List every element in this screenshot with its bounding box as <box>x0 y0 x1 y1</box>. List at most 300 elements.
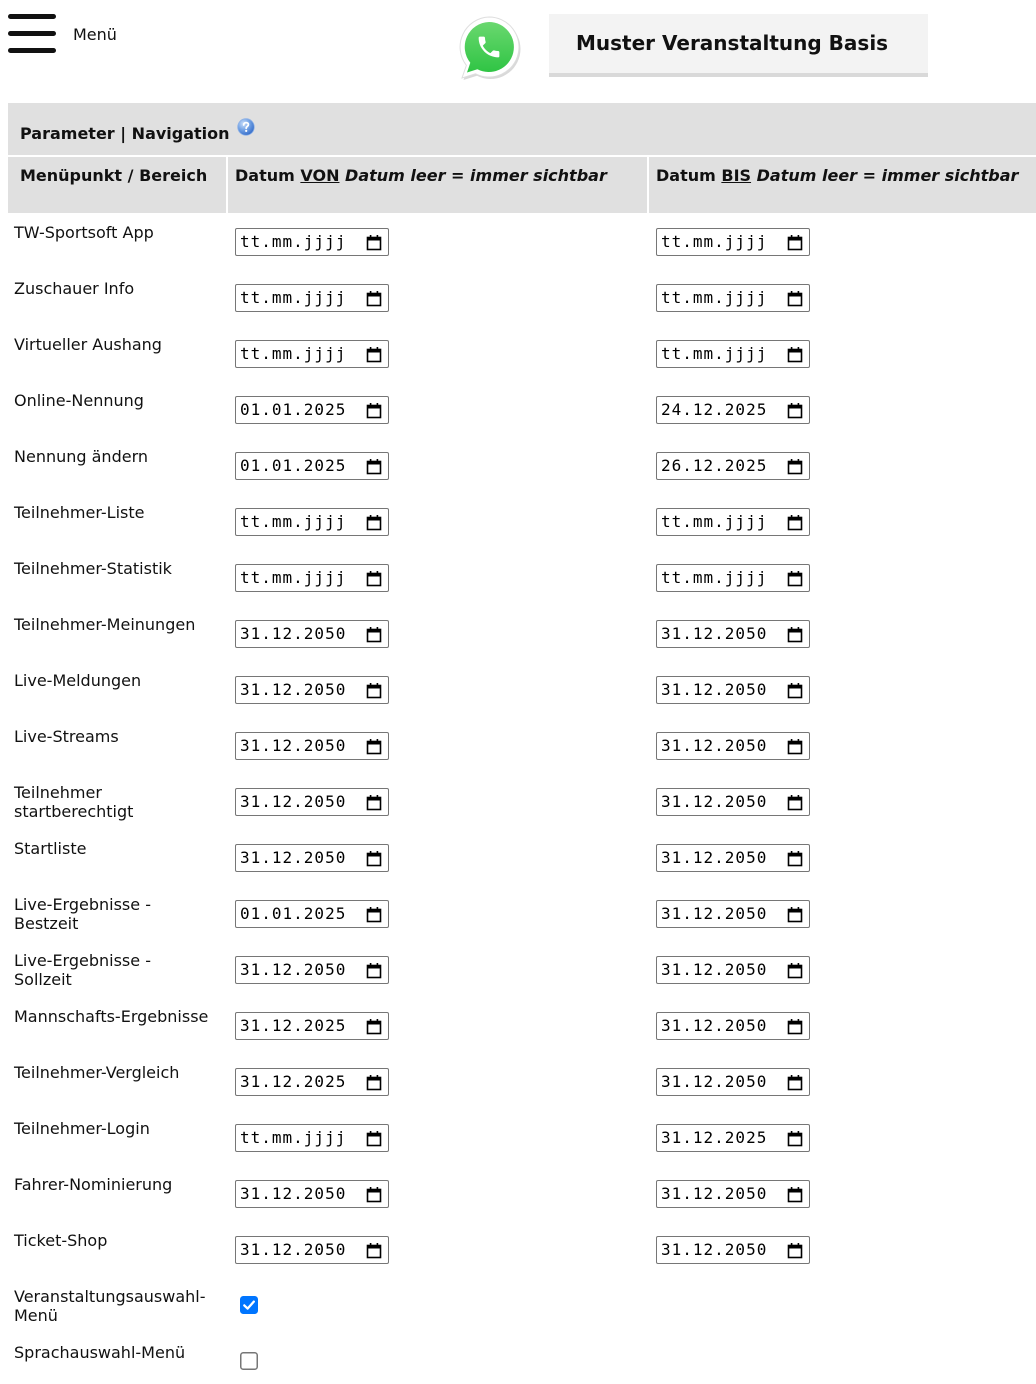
date-to-cell <box>649 1109 1036 1165</box>
nav-row <box>8 941 1036 997</box>
calendar-icon-graphic <box>787 850 803 867</box>
date-to-cell <box>649 773 1036 829</box>
date-to-input[interactable] <box>656 844 810 872</box>
menu-item-label: Live-Streams <box>14 727 119 746</box>
date-to-value: tt.mm.jjjj <box>661 512 768 531</box>
calendar-icon-graphic <box>787 962 803 979</box>
calendar-icon-graphic <box>366 738 382 755</box>
calendar-icon-graphic <box>787 682 803 699</box>
calendar-icon-graphic <box>787 346 803 363</box>
date-to-cell <box>649 1053 1036 1109</box>
menu-item-cell <box>8 1165 226 1221</box>
date-from-cell <box>228 997 647 1053</box>
menu-item-label: Virtueller Aushang <box>14 335 162 354</box>
checkbox-graphic <box>240 1296 258 1314</box>
calendar-icon-graphic <box>366 794 382 811</box>
date-from-value: 31.12.2050 <box>240 848 347 867</box>
date-to-input[interactable] <box>656 396 810 424</box>
nav-row <box>8 661 1036 717</box>
calendar-icon-graphic <box>366 346 382 363</box>
menu-item-label: Teilnehmer-Statistik <box>14 559 172 578</box>
date-to-input[interactable] <box>656 732 810 760</box>
date-from-value: 31.12.2050 <box>240 736 347 755</box>
date-from-value: 31.12.2050 <box>240 1184 347 1203</box>
calendar-icon[interactable] <box>787 850 803 867</box>
checkbox-box <box>241 1353 258 1370</box>
menu-item-cell <box>8 381 226 437</box>
date-from-value: 31.12.2050 <box>240 624 347 643</box>
calendar-header <box>789 238 802 241</box>
date-to-input[interactable] <box>656 900 810 928</box>
menu-item-cell <box>8 717 226 773</box>
calendar-header <box>368 406 381 409</box>
date-from-input[interactable] <box>235 1236 389 1264</box>
calendar-header <box>368 686 381 689</box>
date-from-input[interactable] <box>235 1124 389 1152</box>
calendar-icon-graphic <box>366 1074 382 1091</box>
date-from-input[interactable] <box>235 284 389 312</box>
calendar-header <box>368 1022 381 1025</box>
date-from-input[interactable] <box>235 844 389 872</box>
date-from-value: 31.12.2050 <box>240 960 347 979</box>
date-from-cell <box>228 1053 647 1109</box>
date-to-value: 31.12.2025 <box>661 1128 768 1147</box>
column-header-to <box>649 157 1036 213</box>
calendar-icon[interactable] <box>366 290 382 307</box>
date-to-input[interactable] <box>656 1012 810 1040</box>
calendar-header <box>368 1246 381 1249</box>
nav-row <box>8 1109 1036 1165</box>
column-header-item <box>8 157 226 213</box>
calendar-icon[interactable] <box>787 626 803 643</box>
calendar-header <box>368 350 381 353</box>
calendar-icon[interactable] <box>366 962 382 979</box>
date-from-input[interactable] <box>235 676 389 704</box>
table-header <box>8 157 1036 213</box>
calendar-icon-graphic <box>787 402 803 419</box>
date-to-input[interactable] <box>656 676 810 704</box>
calendar-icon[interactable] <box>787 402 803 419</box>
date-from-value: 31.12.2050 <box>240 1240 347 1259</box>
calendar-icon[interactable] <box>366 850 382 867</box>
date-to-input[interactable] <box>656 1236 810 1264</box>
date-to-value: 31.12.2050 <box>661 1184 768 1203</box>
question-dot <box>245 130 247 132</box>
date-to-cell <box>649 661 1036 717</box>
date-to-value: 26.12.2025 <box>661 456 768 475</box>
calendar-icon-graphic <box>787 626 803 643</box>
calendar-icon[interactable] <box>366 346 382 363</box>
calendar-icon[interactable] <box>787 234 803 251</box>
nav-row <box>8 213 1036 269</box>
date-to-input[interactable] <box>656 1068 810 1096</box>
calendar-icon[interactable] <box>366 906 382 923</box>
nav-row <box>8 1165 1036 1221</box>
menu-item-label: Online-Nennung <box>14 391 144 410</box>
calendar-header <box>789 1022 802 1025</box>
date-from-value: 31.12.2050 <box>240 680 347 699</box>
calendar-header <box>789 1246 802 1249</box>
calendar-header <box>368 966 381 969</box>
nav-row <box>8 829 1036 885</box>
toggle-checkbox[interactable] <box>240 1296 258 1314</box>
calendar-icon[interactable] <box>366 1130 382 1147</box>
date-from-input[interactable] <box>235 396 389 424</box>
calendar-header <box>368 462 381 465</box>
calendar-header <box>789 686 802 689</box>
date-from-value: tt.mm.jjjj <box>240 568 347 587</box>
column-header-from-hint: Datum leer = immer sichtbar <box>345 166 607 185</box>
calendar-header <box>368 798 381 801</box>
nav-row <box>8 997 1036 1053</box>
calendar-icon-graphic <box>787 906 803 923</box>
date-to-cell <box>649 829 1036 885</box>
date-to-cell <box>649 549 1036 605</box>
date-from-value: 01.01.2025 <box>240 456 347 475</box>
calendar-header <box>789 742 802 745</box>
calendar-icon-graphic <box>366 402 382 419</box>
calendar-icon[interactable] <box>787 906 803 923</box>
calendar-icon-graphic <box>787 794 803 811</box>
menu-item-label: Fahrer-Nominierung <box>14 1175 173 1194</box>
calendar-icon[interactable] <box>366 738 382 755</box>
calendar-header <box>789 406 802 409</box>
menu-button[interactable] <box>8 14 56 54</box>
date-from-value: 31.12.2050 <box>240 792 347 811</box>
calendar-icon-graphic <box>787 1186 803 1203</box>
menu-item-label: Teilnehmer startberechtigt <box>14 783 134 821</box>
date-from-input[interactable] <box>235 508 389 536</box>
calendar-icon-graphic <box>366 290 382 307</box>
date-to-value: 31.12.2050 <box>661 792 768 811</box>
date-to-value: 31.12.2050 <box>661 960 768 979</box>
calendar-icon[interactable] <box>366 514 382 531</box>
date-to-value: tt.mm.jjjj <box>661 344 768 363</box>
nav-row <box>8 773 1036 829</box>
date-to-cell <box>649 997 1036 1053</box>
calendar-icon[interactable] <box>366 1242 382 1259</box>
event-title-button[interactable]: Muster Veranstaltung Basis <box>549 14 928 77</box>
calendar-icon-graphic <box>366 1018 382 1035</box>
calendar-icon[interactable] <box>787 570 803 587</box>
calendar-icon-graphic <box>366 1186 382 1203</box>
menu-item-cell <box>8 549 226 605</box>
calendar-icon-graphic <box>366 850 382 867</box>
toggle-label: Veranstaltungsauswahl-Menü <box>14 1287 206 1325</box>
toggle-checkbox[interactable] <box>240 1352 258 1370</box>
menu-item-cell <box>8 269 226 325</box>
date-from-input[interactable] <box>235 564 389 592</box>
calendar-icon[interactable] <box>787 1130 803 1147</box>
menu-item-label: Zuschauer Info <box>14 279 135 298</box>
calendar-header <box>368 1190 381 1193</box>
calendar-icon-graphic <box>787 514 803 531</box>
toggle-cell <box>228 1333 647 1383</box>
calendar-icon-graphic <box>366 906 382 923</box>
date-to-input[interactable] <box>656 1124 810 1152</box>
date-from-cell <box>228 773 647 829</box>
calendar-header <box>789 966 802 969</box>
toggle-row <box>8 1277 1036 1333</box>
menu-item-cell <box>8 1277 226 1333</box>
date-to-input[interactable] <box>656 788 810 816</box>
calendar-icon-graphic <box>787 290 803 307</box>
calendar-header <box>789 1134 802 1137</box>
date-from-cell <box>228 269 647 325</box>
toggle-label: Sprachauswahl-Menü <box>14 1343 186 1362</box>
calendar-icon[interactable] <box>366 794 382 811</box>
date-to-input[interactable] <box>656 284 810 312</box>
calendar-icon-graphic <box>787 570 803 587</box>
calendar-icon[interactable] <box>787 458 803 475</box>
date-from-input[interactable] <box>235 1180 389 1208</box>
date-from-input[interactable] <box>235 956 389 984</box>
date-from-cell <box>228 493 647 549</box>
navigation-table-body <box>8 213 1036 1383</box>
help-icon-graphic <box>237 118 255 136</box>
date-to-value: 31.12.2050 <box>661 1016 768 1035</box>
calendar-header <box>368 910 381 913</box>
date-from-value: tt.mm.jjjj <box>240 232 347 251</box>
calendar-icon-graphic <box>787 738 803 755</box>
hamburger-bar <box>8 48 56 53</box>
calendar-header <box>789 910 802 913</box>
menu-item-label: Mannschafts-Ergebnisse <box>14 1007 209 1026</box>
date-to-cell <box>649 437 1036 493</box>
menu-item-label: Teilnehmer-Liste <box>14 503 145 522</box>
menu-item-label: Teilnehmer-Meinungen <box>14 615 196 634</box>
toggle-row <box>8 1333 1036 1383</box>
calendar-header <box>789 854 802 857</box>
date-to-value: 31.12.2050 <box>661 848 768 867</box>
calendar-icon-graphic <box>366 570 382 587</box>
calendar-header <box>789 518 802 521</box>
date-to-cell <box>649 381 1036 437</box>
calendar-header <box>368 294 381 297</box>
calendar-icon[interactable] <box>366 570 382 587</box>
calendar-header <box>368 742 381 745</box>
date-from-value: 01.01.2025 <box>240 904 347 923</box>
calendar-header <box>368 1078 381 1081</box>
calendar-icon-graphic <box>787 1242 803 1259</box>
menu-item-label: Teilnehmer-Login <box>14 1119 150 1138</box>
calendar-header <box>789 630 802 633</box>
calendar-icon[interactable] <box>366 402 382 419</box>
calendar-header <box>789 350 802 353</box>
date-from-value: 01.01.2025 <box>240 400 347 419</box>
toggle-cell <box>228 1277 647 1333</box>
date-from-input[interactable] <box>235 1068 389 1096</box>
date-from-value: tt.mm.jjjj <box>240 344 347 363</box>
date-from-input[interactable] <box>235 340 389 368</box>
date-from-value: 31.12.2025 <box>240 1072 347 1091</box>
calendar-icon-graphic <box>366 514 382 531</box>
whatsapp-icon[interactable] <box>455 13 523 81</box>
calendar-icon[interactable] <box>787 794 803 811</box>
date-to-cell <box>649 1221 1036 1277</box>
date-to-input[interactable] <box>656 956 810 984</box>
calendar-header <box>368 854 381 857</box>
calendar-icon[interactable] <box>787 1242 803 1259</box>
nav-row <box>8 493 1036 549</box>
date-from-cell <box>228 1221 647 1277</box>
calendar-icon[interactable] <box>787 738 803 755</box>
date-from-input[interactable] <box>235 452 389 480</box>
date-to-value: 31.12.2050 <box>661 680 768 699</box>
help-icon[interactable] <box>237 118 255 136</box>
date-to-value: tt.mm.jjjj <box>661 288 768 307</box>
column-header-to-label: Datum <box>656 166 716 185</box>
calendar-header <box>368 574 381 577</box>
date-from-input[interactable] <box>235 788 389 816</box>
date-to-value: 31.12.2050 <box>661 624 768 643</box>
date-from-input[interactable] <box>235 732 389 760</box>
date-to-cell <box>649 269 1036 325</box>
nav-row <box>8 269 1036 325</box>
date-from-input[interactable] <box>235 228 389 256</box>
date-from-value: tt.mm.jjjj <box>240 512 347 531</box>
calendar-icon[interactable] <box>366 234 382 251</box>
date-to-cell <box>649 605 1036 661</box>
menu-item-cell <box>8 1053 226 1109</box>
date-from-cell <box>228 213 647 269</box>
date-from-cell <box>228 605 647 661</box>
menu-item-cell <box>8 1109 226 1165</box>
date-from-cell <box>228 381 647 437</box>
calendar-icon[interactable] <box>366 458 382 475</box>
date-to-cell <box>649 941 1036 997</box>
whatsapp-logo-graphic <box>455 13 523 81</box>
menu-item-cell <box>8 773 226 829</box>
menu-item-label: Live-Ergebnisse - Bestzeit <box>14 895 151 933</box>
date-to-input[interactable] <box>656 228 810 256</box>
calendar-icon[interactable] <box>787 682 803 699</box>
date-from-input[interactable] <box>235 620 389 648</box>
menu-item-cell <box>8 661 226 717</box>
column-header-to-key: BIS <box>721 166 752 185</box>
calendar-header <box>789 574 802 577</box>
calendar-header <box>368 1134 381 1137</box>
nav-row <box>8 605 1036 661</box>
calendar-icon-graphic <box>366 626 382 643</box>
section-title: Parameter | Navigation <box>20 124 230 143</box>
date-to-value: 31.12.2050 <box>661 1240 768 1259</box>
calendar-icon[interactable] <box>787 514 803 531</box>
calendar-header <box>789 462 802 465</box>
date-to-input[interactable] <box>656 508 810 536</box>
date-from-value: tt.mm.jjjj <box>240 288 347 307</box>
date-to-cell <box>649 885 1036 941</box>
date-to-input[interactable] <box>656 1180 810 1208</box>
date-from-cell <box>228 717 647 773</box>
date-from-cell <box>228 1165 647 1221</box>
hamburger-bar <box>8 31 56 36</box>
date-from-cell <box>228 1109 647 1165</box>
date-from-cell <box>228 325 647 381</box>
calendar-icon-graphic <box>787 1018 803 1035</box>
date-to-input[interactable] <box>656 564 810 592</box>
menu-item-cell <box>8 605 226 661</box>
date-to-value: tt.mm.jjjj <box>661 232 768 251</box>
nav-row <box>8 437 1036 493</box>
menu-item-label: Nennung ändern <box>14 447 148 466</box>
empty-cell <box>649 1333 1036 1383</box>
nav-row <box>8 1053 1036 1109</box>
calendar-icon[interactable] <box>787 962 803 979</box>
calendar-icon[interactable] <box>787 1018 803 1035</box>
calendar-header <box>789 1190 802 1193</box>
calendar-icon[interactable] <box>787 1186 803 1203</box>
date-to-value: 31.12.2050 <box>661 904 768 923</box>
menu-item-cell <box>8 437 226 493</box>
date-to-cell <box>649 213 1036 269</box>
menu-item-label: TW-Sportsoft App <box>14 223 154 242</box>
calendar-icon[interactable] <box>787 290 803 307</box>
calendar-icon[interactable] <box>366 1186 382 1203</box>
calendar-icon[interactable] <box>366 1074 382 1091</box>
menu-item-cell <box>8 941 226 997</box>
calendar-icon-graphic <box>787 1074 803 1091</box>
menu-item-label: Teilnehmer-Vergleich <box>14 1063 180 1082</box>
calendar-icon-graphic <box>366 1242 382 1259</box>
date-from-cell <box>228 661 647 717</box>
nav-row <box>8 717 1036 773</box>
calendar-icon[interactable] <box>366 1018 382 1035</box>
date-from-value: 31.12.2025 <box>240 1016 347 1035</box>
date-from-cell <box>228 941 647 997</box>
menu-item-label: Startliste <box>14 839 87 858</box>
calendar-icon-graphic <box>787 234 803 251</box>
calendar-icon-graphic <box>366 962 382 979</box>
menu-item-cell <box>8 213 226 269</box>
menu-item-cell <box>8 997 226 1053</box>
calendar-header <box>789 294 802 297</box>
calendar-icon-graphic <box>787 1130 803 1147</box>
calendar-icon-graphic <box>366 682 382 699</box>
calendar-icon[interactable] <box>787 1074 803 1091</box>
hamburger-icon <box>8 14 56 54</box>
date-from-input[interactable] <box>235 900 389 928</box>
empty-cell <box>649 1277 1036 1333</box>
calendar-header <box>368 518 381 521</box>
date-from-cell <box>228 549 647 605</box>
calendar-icon[interactable] <box>787 346 803 363</box>
menu-item-cell <box>8 1333 226 1383</box>
menu-item-label: Ticket-Shop <box>14 1231 108 1250</box>
calendar-header <box>789 1078 802 1081</box>
menu-item-cell <box>8 1221 226 1277</box>
date-to-cell <box>649 325 1036 381</box>
menu-label[interactable]: Menü <box>73 25 117 44</box>
nav-row <box>8 381 1036 437</box>
menu-item-cell <box>8 885 226 941</box>
date-to-value: 31.12.2050 <box>661 1072 768 1091</box>
date-from-value: tt.mm.jjjj <box>240 1128 347 1147</box>
date-to-value: tt.mm.jjjj <box>661 568 768 587</box>
date-to-cell <box>649 717 1036 773</box>
column-header-from-key: VON <box>300 166 340 185</box>
date-from-cell <box>228 437 647 493</box>
date-to-input[interactable] <box>656 452 810 480</box>
calendar-icon[interactable] <box>366 626 382 643</box>
calendar-header <box>789 798 802 801</box>
date-to-input[interactable] <box>656 620 810 648</box>
nav-row <box>8 1221 1036 1277</box>
date-to-input[interactable] <box>656 340 810 368</box>
date-from-input[interactable] <box>235 1012 389 1040</box>
calendar-icon[interactable] <box>366 682 382 699</box>
date-to-cell <box>649 493 1036 549</box>
